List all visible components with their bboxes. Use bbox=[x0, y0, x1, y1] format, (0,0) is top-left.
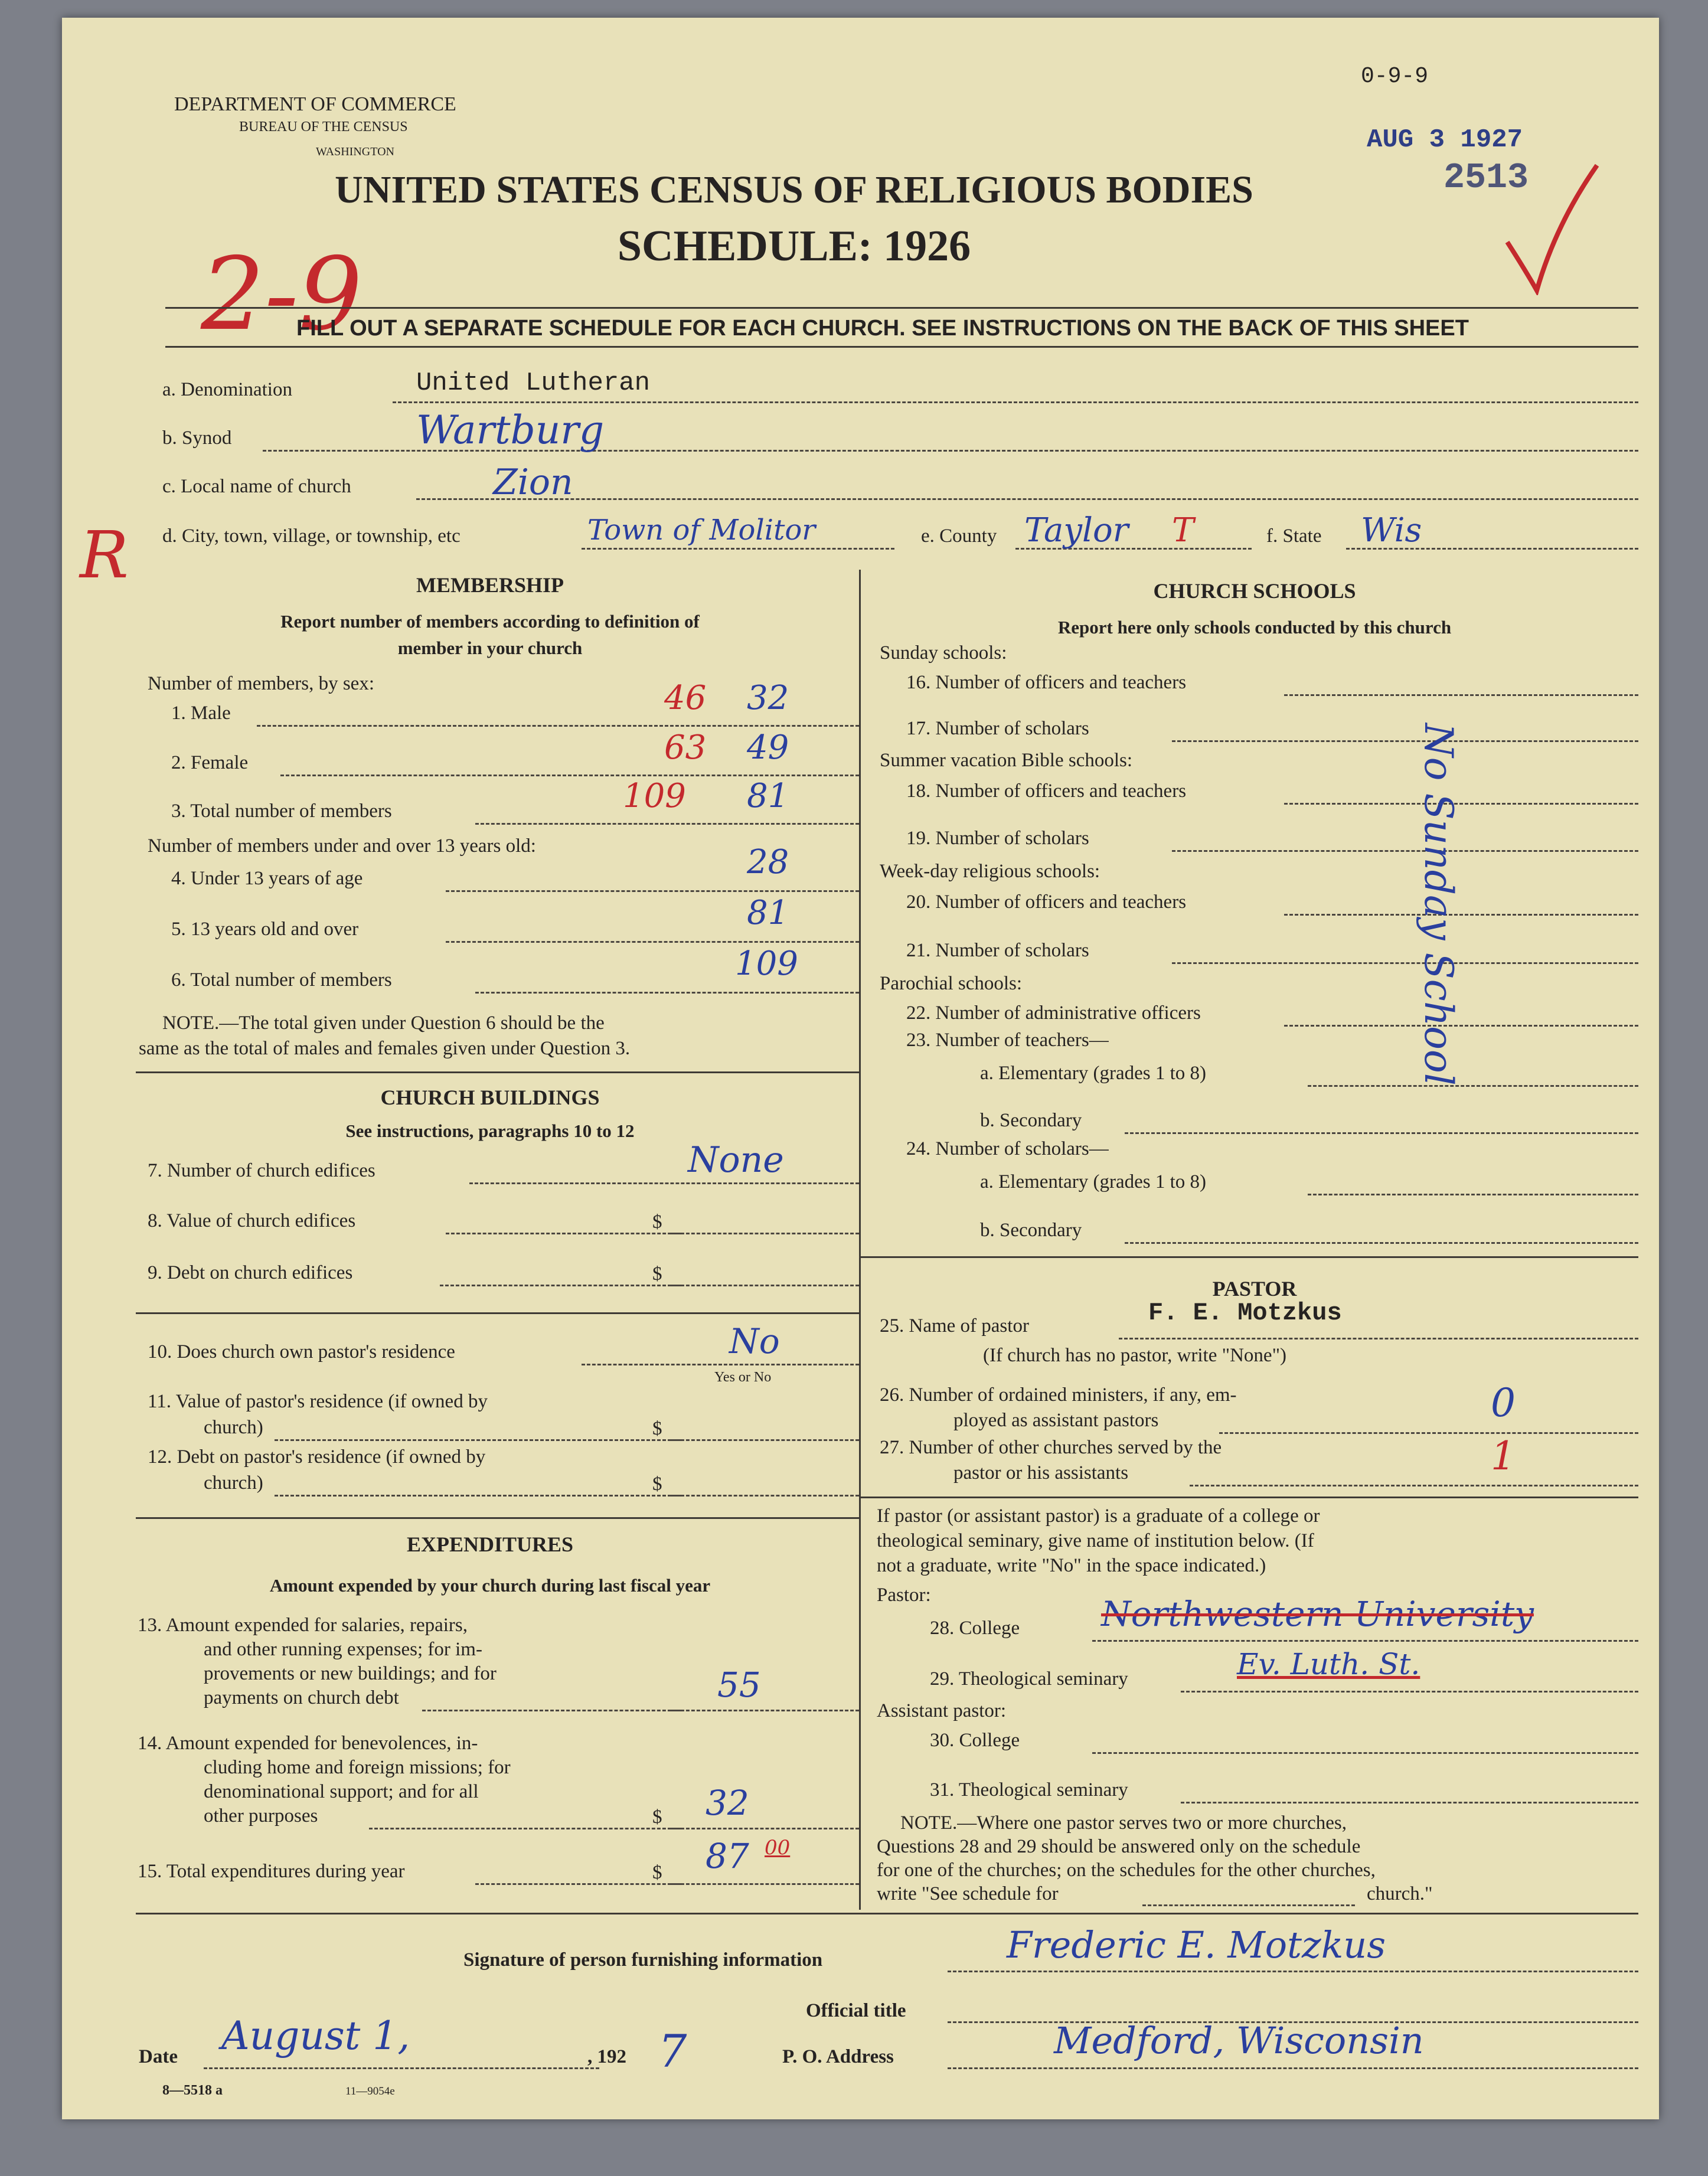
q13-label-2: and other running expenses; for im- bbox=[204, 1639, 482, 1660]
q3-blue-value: 81 bbox=[747, 777, 789, 815]
parochial-schools-label: Parochial schools: bbox=[880, 973, 1023, 994]
denomination-value: United Lutheran bbox=[416, 368, 651, 398]
q10-label: 10. Does church own pastor's residence bbox=[148, 1341, 455, 1363]
q14-label-1: 14. Amount expended for benevolences, in- bbox=[138, 1733, 478, 1754]
q1-male-label: 1. Male bbox=[171, 703, 231, 724]
q15-value: 87 bbox=[706, 1836, 749, 1876]
sunday-schools-label: Sunday schools: bbox=[880, 642, 1007, 664]
pastor-note-2: Questions 28 and 29 should be answered only on the schedule bbox=[877, 1836, 1361, 1857]
schools-heading: CHURCH SCHOOLS bbox=[1153, 579, 1356, 603]
q28-value: Northwestern University bbox=[1101, 1594, 1534, 1634]
q7-value: None bbox=[688, 1139, 784, 1181]
q31-label: 31. Theological seminary bbox=[930, 1779, 1128, 1801]
county-red-mark: T bbox=[1172, 511, 1194, 550]
membership-subheading-1: Report number of members according to definition of bbox=[280, 611, 700, 632]
q1-red-value: 46 bbox=[664, 679, 707, 717]
q11-label-2: church) bbox=[204, 1417, 263, 1438]
bureau-line: BUREAU OF THE CENSUS bbox=[239, 119, 408, 135]
q15-label: 15. Total expenditures during year bbox=[138, 1861, 405, 1882]
q25-note: (If church has no pastor, write "None") bbox=[983, 1345, 1287, 1366]
official-title-label: Official title bbox=[806, 2000, 906, 2021]
q4-under13-label: 4. Under 13 years of age bbox=[171, 868, 363, 889]
form-number: 8—5518 a bbox=[162, 2083, 223, 2098]
q17-label: 17. Number of scholars bbox=[906, 718, 1089, 739]
q25-label: 25. Name of pastor bbox=[880, 1315, 1029, 1337]
yes-or-no-hint: Yes or No bbox=[714, 1370, 772, 1385]
q24b-label: b. Secondary bbox=[980, 1220, 1082, 1241]
county-label: e. County bbox=[921, 525, 997, 547]
q29-label: 29. Theological seminary bbox=[930, 1668, 1128, 1690]
pastor-note-1: NOTE.—Where one pastor serves two or more churches, bbox=[900, 1812, 1347, 1834]
q13-label-1: 13. Amount expended for salaries, repairs, bbox=[138, 1615, 468, 1636]
q2-blue-value: 49 bbox=[747, 728, 789, 767]
q3-total-label: 3. Total number of members bbox=[171, 801, 392, 822]
state-value: Wis bbox=[1361, 511, 1422, 550]
instruction-line: FILL OUT A SEPARATE SCHEDULE FOR EACH CHURCH. SEE INSTRUCTIONS ON THE BACK OF THIS SHEET bbox=[296, 316, 1469, 341]
q11-label-1: 11. Value of pastor's residence (if owned by bbox=[148, 1391, 488, 1412]
synod-value: Wartburg bbox=[416, 407, 605, 453]
pastor-note-3: for one of the churches; on the schedules for the other churches, bbox=[877, 1860, 1376, 1881]
year-digit: 7 bbox=[658, 2025, 687, 2077]
q5-over13-label: 5. 13 years old and over bbox=[171, 919, 359, 940]
q26-label-1: 26. Number of ordained ministers, if any, em- bbox=[880, 1384, 1237, 1406]
county-value: Taylor bbox=[1024, 511, 1129, 550]
q25-value: F. E. Motzkus bbox=[1148, 1299, 1342, 1327]
q23-label: 23. Number of teachers— bbox=[906, 1030, 1109, 1051]
column-divider bbox=[859, 570, 861, 1910]
pastor-sublabel: Pastor: bbox=[877, 1584, 931, 1606]
q22-label: 22. Number of administrative officers bbox=[906, 1002, 1201, 1024]
red-r-mark: R bbox=[80, 517, 129, 593]
form-title: UNITED STATES CENSUS OF RELIGIOUS BODIES bbox=[335, 168, 1253, 211]
q23a-label: a. Elementary (grades 1 to 8) bbox=[980, 1063, 1207, 1084]
q21-label: 21. Number of scholars bbox=[906, 940, 1089, 961]
buildings-subheading: See instructions, paragraphs 10 to 12 bbox=[345, 1120, 635, 1141]
q24-label: 24. Number of scholars— bbox=[906, 1138, 1109, 1159]
pastor-note-4b: church." bbox=[1367, 1883, 1433, 1904]
red-check-mark-icon bbox=[1503, 153, 1603, 295]
q4-blue-value: 28 bbox=[747, 843, 789, 881]
q14-label-4: other purposes bbox=[204, 1805, 318, 1827]
q9-dollar: $ bbox=[652, 1263, 662, 1285]
members-by-sex-label: Number of members, by sex: bbox=[148, 673, 374, 694]
received-stamp-date: AUG 3 1927 bbox=[1367, 125, 1523, 155]
q2-female-label: 2. Female bbox=[171, 752, 249, 773]
date-value: August 1, bbox=[221, 2013, 410, 2059]
q10-value: No bbox=[729, 1321, 780, 1361]
q9-label: 9. Debt on church edifices bbox=[148, 1262, 353, 1283]
red-code: 2-9 bbox=[201, 236, 362, 353]
q3-red-value: 109 bbox=[623, 777, 686, 815]
q16-label: 16. Number of officers and teachers bbox=[906, 672, 1187, 693]
q14-value: 32 bbox=[706, 1783, 749, 1823]
state-label: f. State bbox=[1266, 525, 1322, 547]
form-subtitle: SCHEDULE: 1926 bbox=[617, 222, 971, 270]
margin-note-no-sunday-school: No Sunday School bbox=[1416, 723, 1461, 1086]
denomination-label: a. Denomination bbox=[162, 379, 292, 400]
assistant-pastor-sublabel: Assistant pastor: bbox=[877, 1700, 1007, 1721]
membership-note-1: NOTE.—The total given under Question 6 should be the bbox=[162, 1012, 605, 1034]
buildings-heading: CHURCH BUILDINGS bbox=[380, 1086, 600, 1109]
q1-blue-value: 32 bbox=[747, 679, 789, 717]
local-name-label: c. Local name of church bbox=[162, 476, 351, 497]
q30-label: 30. College bbox=[930, 1730, 1020, 1751]
membership-heading: MEMBERSHIP bbox=[416, 573, 564, 597]
q15-cents: 00 bbox=[765, 1836, 791, 1860]
q14-label-3: denominational support; and for all bbox=[204, 1781, 479, 1802]
po-address-label: P. O. Address bbox=[782, 2046, 894, 2067]
year-prefix: , 192 bbox=[587, 2046, 626, 2067]
schools-subheading: Report here only schools conducted by this church bbox=[1057, 617, 1452, 638]
q26-label-2: ployed as assistant pastors bbox=[953, 1410, 1159, 1431]
expenditures-heading: EXPENDITURES bbox=[406, 1533, 574, 1556]
received-stamp-number: 2513 bbox=[1444, 158, 1529, 198]
q2-red-value: 63 bbox=[664, 728, 707, 767]
q27-label-2: pastor or his assistants bbox=[953, 1462, 1129, 1484]
summer-schools-label: Summer vacation Bible schools: bbox=[880, 750, 1133, 771]
q6-blue-value: 109 bbox=[735, 945, 798, 983]
q14-dollar: $ bbox=[652, 1806, 662, 1828]
q12-dollar: $ bbox=[652, 1473, 662, 1495]
membership-note-2: same as the total of males and females given under Question 3. bbox=[139, 1038, 631, 1059]
expenditures-subheading: Amount expended by your church during last fiscal year bbox=[269, 1575, 711, 1596]
city-value: Town of Molitor bbox=[587, 514, 816, 547]
q7-label: 7. Number of church edifices bbox=[148, 1160, 375, 1181]
washington-line: WASHINGTON bbox=[316, 145, 394, 158]
q24a-label: a. Elementary (grades 1 to 8) bbox=[980, 1171, 1207, 1192]
pastor-heading: PASTOR bbox=[1212, 1277, 1297, 1301]
q23b-label: b. Secondary bbox=[980, 1110, 1082, 1131]
q27-label-1: 27. Number of other churches served by the bbox=[880, 1437, 1222, 1458]
department-line: DEPARTMENT OF COMMERCE bbox=[174, 93, 456, 115]
members-by-age-label: Number of members under and over 13 years old: bbox=[148, 835, 536, 857]
q28-label: 28. College bbox=[930, 1618, 1020, 1639]
q13-label-3: provements or new buildings; and for bbox=[204, 1663, 497, 1684]
graduate-instruction-3: not a graduate, write "No" in the space indicated.) bbox=[877, 1555, 1266, 1576]
weekday-schools-label: Week-day religious schools: bbox=[880, 861, 1100, 882]
q20-label: 20. Number of officers and teachers bbox=[906, 891, 1187, 913]
file-code: 0-9-9 bbox=[1361, 64, 1429, 89]
census-schedule-sheet bbox=[62, 18, 1659, 2119]
q18-label: 18. Number of officers and teachers bbox=[906, 780, 1187, 802]
q12-label-2: church) bbox=[204, 1472, 263, 1494]
pastor-note-4a: write "See schedule for bbox=[877, 1883, 1059, 1904]
print-number: 11—9054e bbox=[345, 2085, 395, 2097]
po-address-value: Medford, Wisconsin bbox=[1054, 2019, 1424, 2062]
header-rule-bottom bbox=[165, 346, 1638, 348]
signature-value: Frederic E. Motzkus bbox=[1007, 1923, 1386, 1966]
graduate-instruction-1: If pastor (or assistant pastor) is a graduate of a college or bbox=[877, 1505, 1320, 1527]
q15-dollar: $ bbox=[652, 1862, 662, 1883]
q12-label-1: 12. Debt on pastor's residence (if owned by bbox=[148, 1446, 486, 1468]
q13-value: 55 bbox=[717, 1665, 761, 1705]
q6-total-label: 6. Total number of members bbox=[171, 969, 392, 991]
q26-value: 0 bbox=[1491, 1380, 1516, 1426]
q27-value: 1 bbox=[1491, 1433, 1516, 1479]
local-name-value: Zion bbox=[493, 462, 573, 503]
graduate-instruction-2: theological seminary, give name of institution below. (If bbox=[877, 1530, 1314, 1551]
header-rule-top bbox=[165, 307, 1638, 309]
city-label: d. City, town, village, or township, etc bbox=[162, 525, 461, 547]
q11-dollar: $ bbox=[652, 1418, 662, 1439]
q29-value: Ev. Luth. St. bbox=[1237, 1647, 1420, 1681]
date-label: Date bbox=[139, 2046, 178, 2067]
q19-label: 19. Number of scholars bbox=[906, 828, 1089, 849]
membership-subheading-2: member in your church bbox=[397, 638, 583, 658]
synod-label: b. Synod bbox=[162, 427, 232, 449]
q13-label-4: payments on church debt bbox=[204, 1687, 399, 1708]
q5-blue-value: 81 bbox=[747, 894, 789, 932]
q8-dollar: $ bbox=[652, 1211, 662, 1233]
q8-label: 8. Value of church edifices bbox=[148, 1210, 356, 1231]
q14-label-2: cluding home and foreign missions; for bbox=[204, 1757, 511, 1778]
signature-label: Signature of person furnishing information bbox=[463, 1949, 823, 1971]
